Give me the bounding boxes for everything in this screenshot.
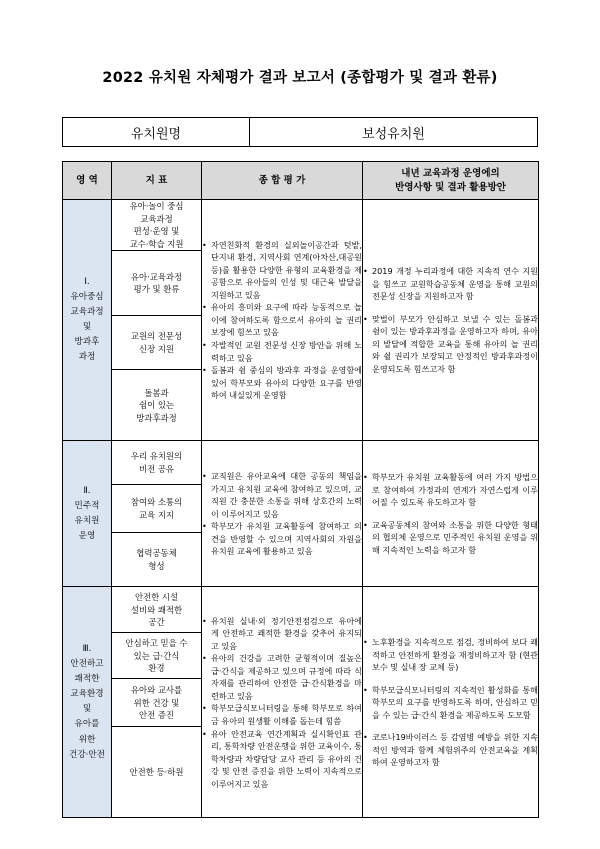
plan-text: 교육공동체의 참여와 소통을 위한 다양한 형태의 협의체 운영으로 민주적인 유치원 운영을 위해 지속적인 노력을 하고자 함 <box>372 519 538 555</box>
bullet-icon: • <box>202 728 207 739</box>
indicator-line: 공간 <box>148 617 165 628</box>
evaluation-item <box>202 239 362 302</box>
area-line: 쾌적한 <box>74 674 100 685</box>
bullet-icon: • <box>202 239 207 250</box>
evaluation-cell <box>202 200 363 441</box>
indicator-line: 위한 건강 및 <box>133 697 180 708</box>
indicator-line: 유아와 교사를 <box>130 685 183 696</box>
table-row <box>63 587 539 633</box>
area-line: 유아중심 <box>70 292 104 303</box>
area-line: Ⅱ. <box>83 485 91 496</box>
indicator-line: 설비와 쾌적한 <box>130 604 183 615</box>
kindergarten-name-label: 유치원명 <box>63 118 250 146</box>
evaluation-text: 학부모급식모니터링을 통해 학부모로 하여금 유아의 원생활 이해를 돕는데 힘씀 <box>211 703 362 726</box>
bullet-icon: • <box>363 732 368 743</box>
indicator-line: 교원의 전문성 <box>130 331 183 342</box>
indicator-line: 우리 유치원의 <box>130 451 183 462</box>
bullet-icon: • <box>202 471 207 482</box>
area-line: 민주적 <box>74 500 100 511</box>
plan-item <box>363 265 538 303</box>
plan-item <box>363 313 538 376</box>
header-indicator: 지 표 <box>112 162 202 200</box>
area-line: 안전하고 <box>70 659 104 670</box>
area-line: 방과후 <box>74 337 100 348</box>
evaluation-text: 유아의 건강을 고려한 균형적이며 질높은 급·간식을 제공하고 있으며 규정에 따라 식자재를 관리하여 안전한 급·간식환경을 마련하고 있음 <box>211 653 362 701</box>
kindergarten-name-box <box>62 117 538 147</box>
indicator-line: 유아·교육과정 <box>130 271 183 282</box>
evaluation-list <box>202 470 362 558</box>
indicator-cell <box>112 370 202 441</box>
evaluation-item <box>202 301 362 339</box>
indicator-cell <box>112 251 202 316</box>
bullet-icon: • <box>363 519 368 530</box>
bullet-icon: • <box>202 615 207 626</box>
evaluation-text: 교직원은 유아교육에 대한 공동의 책임을 가지고 유치원 교육에 참여하고 있으며, 교직원 간 충분한 소통을 위해 상호간의 노력이 이루어지고 있음 <box>211 471 362 519</box>
area-line: Ⅰ. <box>84 277 90 288</box>
indicator-line: 비전 공유 <box>138 463 175 474</box>
plan-text: 2019 개정 누리과정에 대한 지속적 연수 지원을 힘쓰고 교원학습공동체 운영을 통해 교원의 전문성 신장을 지원하고자 함 <box>372 266 538 302</box>
area-line: 운영 <box>78 530 96 541</box>
indicator-cell <box>112 533 202 587</box>
indicator-cell <box>112 633 202 679</box>
evaluation-text: 유아의 흥미와 요구에 따라 능동적으로 놀이에 참여하도록 함으로서 유아의 놀 권리 보장에 힘쓰고 있음 <box>211 302 362 338</box>
evaluation-list <box>202 615 362 790</box>
bullet-icon: • <box>363 266 368 277</box>
bullet-icon: • <box>363 684 368 695</box>
indicator-line: 쉼이 있는 <box>138 400 175 411</box>
area-line: 건강·안전 <box>69 749 105 760</box>
indicator-line: 평가 및 환류 <box>133 284 180 295</box>
evaluation-item <box>202 520 362 558</box>
plan-text: 학부모가 유치원 교육활동에 여러 가지 방법으로 참여하여 가정과의 연계가 자연스럽게 이루어질 수 있도록 유도하고자 함 <box>372 472 538 508</box>
bullet-icon: • <box>202 340 207 351</box>
kindergarten-name-value: 보성유치원 <box>362 126 425 142</box>
indicator-line: 안심하고 믿을 수 <box>125 638 188 649</box>
evaluation-item <box>202 339 362 364</box>
plan-item <box>363 636 538 674</box>
plan-list <box>363 265 538 375</box>
evaluation-text: 자연친화적 환경의 실외놀이공간과 텃밭, 단지내 환경, 지역사회 연계(아차산,대공원 등)를 활용한 다양한 유형의 교육환경을 제공함으로 유아들의 인성 및 대근육 발달을 지원하고 있음 <box>211 239 362 300</box>
evaluation-cell <box>202 587 363 818</box>
indicator-cell <box>112 587 202 633</box>
evaluation-list <box>202 239 362 402</box>
header-area: 영 역 <box>63 162 112 200</box>
area-line: 과정 <box>78 352 96 363</box>
bullet-icon: • <box>202 703 207 714</box>
indicator-line: 참여와 소통의 <box>130 497 183 508</box>
bullet-icon: • <box>363 637 368 648</box>
indicator-line: 안전 증진 <box>138 710 175 721</box>
area-cell <box>63 587 112 818</box>
evaluation-table <box>62 161 539 818</box>
area-cell <box>63 441 112 587</box>
bullet-icon: • <box>202 521 207 532</box>
area-line: 유치원 <box>74 515 100 526</box>
evaluation-cell <box>202 441 363 587</box>
bullet-icon: • <box>363 472 368 483</box>
table-row <box>63 441 539 485</box>
plan-item <box>363 519 538 557</box>
indicator-cell <box>112 485 202 533</box>
plan-cell <box>363 441 539 587</box>
area-cell <box>63 200 112 441</box>
header-plan-line2: 반영사항 및 결과 활용방안 <box>395 181 506 193</box>
evaluation-text: 학부모가 유치원 교육활동에 참여하고 의견을 반영할 수 있으며 지역사회의 자원을 유치원 교육에 활용하고 있음 <box>211 521 362 557</box>
area-line: 및 <box>82 704 92 715</box>
header-plan <box>363 162 539 200</box>
evaluation-text: 유치원 실내·외 정기안전점검으로 유아에게 안전하고 쾌적한 환경을 갖추어 유지되고 있음 <box>211 615 362 651</box>
indicator-cell <box>112 679 202 727</box>
area-line: 교육환경 <box>70 689 104 700</box>
evaluation-item <box>202 364 362 402</box>
plan-cell <box>363 200 539 441</box>
header-evaluation: 종 합 평 가 <box>202 162 363 200</box>
plan-cell <box>363 587 539 818</box>
plan-item <box>363 684 538 722</box>
plan-item <box>363 471 538 509</box>
indicator-cell <box>112 727 202 818</box>
indicator-line: 환경 <box>148 663 165 674</box>
area-line: 교육과정 <box>70 307 104 318</box>
plan-text: 코로나19바이러스 등 감염병 예방을 위한 지속적인 방역과 함께 체험위주의 안전교육을 계획하여 운영하고자 함 <box>372 732 538 768</box>
indicator-cell <box>112 441 202 485</box>
evaluation-item <box>202 702 362 727</box>
evaluation-text: 유아 안전교육 연간계획과 실시확인표 관리, 통학차량 안전운행을 위한 교육이수, 통학차량과 차량담당 교사 관리 등 유아의 건강 및 안전 증진을 위한 노력이 지속적으로 이루어지고 있음 <box>211 728 362 789</box>
area-line: 위한 <box>78 734 96 745</box>
report-title: 2022 유치원 자체평가 결과 보고서 (종합평가 및 결과 환류) <box>102 70 498 86</box>
indicator-line: 안전한 시설 <box>134 592 179 603</box>
area-line: 및 <box>82 322 92 333</box>
evaluation-item <box>202 470 362 520</box>
plan-list <box>363 471 538 556</box>
indicator-line: 돌봄과 <box>144 387 169 398</box>
table-row <box>63 200 539 251</box>
indicator-line: 형성 <box>148 560 165 571</box>
indicator-line: 교육과정 <box>140 213 173 224</box>
evaluation-item <box>202 728 362 791</box>
indicator-line: 신장 지원 <box>138 343 175 354</box>
evaluation-item <box>202 652 362 702</box>
indicator-cell <box>112 200 202 251</box>
evaluation-text: 돌봄과 쉼 중심의 방과후 과정을 운영함에 있어 학부모와 유아의 다양한 요구를 반영하여 내실있게 운영함 <box>211 365 362 401</box>
indicator-line: 있는 급·간식 <box>133 650 180 661</box>
indicator-line: 편성·운영 및 <box>133 226 180 237</box>
area-line: 유아를 <box>74 719 100 730</box>
indicator-line: 방과후과정 <box>136 412 177 423</box>
bullet-icon: • <box>202 653 207 664</box>
indicator-line: 교육 지지 <box>138 509 175 520</box>
header-row <box>63 162 539 200</box>
plan-text: 노후환경을 지속적으로 점검, 정비하여 보다 쾌적하고 안전하게 환경을 재정비하고자 함 (현관보수 및 실내 장 교체 등) <box>372 637 538 673</box>
evaluation-item <box>202 615 362 653</box>
plan-text: 맞벌이 부모가 안심하고 보낼 수 있는 돌봄과 쉼이 있는 방과후과정을 운영하고자 하며, 유아의 발달에 적합한 교육을 통해 유아의 놀 권리와 쉴 권리가 보장되고 안정적인 방과후과정이 운영되도록 힘쓰고자 함 <box>372 313 538 374</box>
plan-text: 학부모급식모니터링의 지속적인 활성화를 통해 학부모의 요구를 반영하도록 하며, 안심하고 믿을 수 있는 급·간식 환경을 제공하도록 도모함 <box>372 684 538 720</box>
evaluation-text: 자발적인 교원 전문성 신장 방안을 위해 노력하고 있음 <box>211 340 362 363</box>
header-plan-line1: 내년 교육과정 운영에의 <box>401 167 500 179</box>
plan-list <box>363 636 538 769</box>
indicator-line: 협력공동체 <box>136 548 177 559</box>
indicator-cell <box>112 316 202 370</box>
indicator-line: 안전한 등·하원 <box>129 767 184 778</box>
bullet-icon: • <box>202 365 207 376</box>
area-line: Ⅲ. <box>82 644 92 655</box>
indicator-line: 유아·놀이 중심 <box>129 201 184 211</box>
indicator-line: 교수·학습 지원 <box>129 238 184 249</box>
bullet-icon: • <box>363 313 368 324</box>
plan-item <box>363 731 538 769</box>
bullet-icon: • <box>202 302 207 313</box>
